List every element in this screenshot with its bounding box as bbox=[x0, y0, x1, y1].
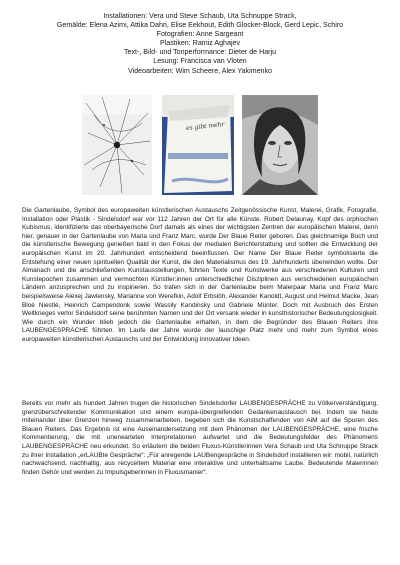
credit-paintings: Gemälde: Elena Azimi, Attika Dahri, Elise Eekhout, Edith Glocker-Block, Gerd Lepic, Schiro bbox=[56, 21, 344, 30]
body-paragraph-2: Bereits vor mehr als hundert Jahren trugen die historischen Sindelsdorfer LAUBENGESPRÄCHE zu Völkerverständigung, grenzüberschreitender Kommunikation und einem europa-übergreifenden Gedankenaustausch bei. Indem sie heute miteinander über Grenzen hinweg zusammenarbeiten, begeben sich die Kunstschaffenden von AiM auf die Spuren des Blauen Reiters. Das Ergebnis ist eine Auseinandersetzung mit dem Phänomen der LAUBENGESPRÄCHE, eine frische Kommentierung, die mit unerwarteten Interpretationen aufwartet und die Bedeutungsfelder des Phänomens LAUBENGESPRÄCHE neu erkundet. So erläutern die beiden Fluxus-Künstlerinnen Vera Schaub und Uta Schnuppe Strack zu ihrer Installation „erLAUBte Gespräche“: „Für anregende LAUBengespräche in Sindelsdorf installieren wir: mobil, natürlich nachwachsend, nachhaltig, aus recyceltem Material eine interaktive und unterhaltsame Laube. Bedeutende Malerinnen finden Gehör und werden zu Impulsgeberinnen in Fluxusmanier“. bbox=[22, 400, 378, 476]
credit-performance: Text-, Bild- und Tonperformance: Dieter de Harju bbox=[123, 48, 277, 57]
credit-installations: Installationen: Vera und Steve Schaub, Uta Schnuppe Strack, bbox=[103, 12, 297, 20]
credit-photography: Fotografien: Anne Sargeant bbox=[156, 30, 244, 39]
photo-caption-handwriting: es gibt mehr bbox=[185, 121, 225, 132]
body-paragraph-1: Die Gartenlaube, Symbol des europaweiten künstlerischen Austauschs Zeitgenössische Kunst, Malerei, Grafik, Fotografie, Installation oder Plastik - Sindelsdorf war vor 112 Jahren der Ort für alle Künste. Robert Delaunay, Kopf des orphischen Kubismus, identifizierte das oberbayerische Dorf damals als eines der wichtigsten Zentren der europäischen Malerei, denn hier, genauer in der Gartenlaube von Maria und Franz Marc, wurde Der Blaue Reiter geboren. Das gleichnamige Buch und die künstlerische Bewegung genießen bald in den Fokus der medialen Berichterstattung und sollten die Entwicklung der europäischen Kunst im 20. Jahrhundert entscheidend beeinflussen. Der Name Der Blaue Reiter symbolisierte die Entstehung einer neuen spirituellen Qualität der Kunst, die den Materialismus des 19. Jahrhunderts überwinden wollte. Der Almanach und die anschließenden Kunstausstellungen, führten Texte und Kunstwerke aus verschiedenen Kulturen und Kunstepochen zusammen und vermochten Künstler:innen unterschiedlicher Disziplinen aus verschiedenen europäischen Ländern anzusprechen und zu inspirieren. So trafen sich in der Gartenlaube beim Malerpaar Maria und Franz Marc beispielsweise Alexej Jawlensky, Marianne von Werefkin, Adolf Erbslöh, Alexander Kanoldt, August und Helmut Macke, Jean Bloé Niestlé, Heinrich Campendonk sowie Wassily Kandinsky und Gabriele Münter. Doch mit Ausbruch des Ersten Weltkrieges verlor Sindelsdorf seine berühmten Namen und der Ort versank wieder in kunsthistorischer Bedeutungslosigkeit. Wie durch ein Wunder blieb jedoch die Gartenlaube erhalten, in dem die Begründer des Blauen Reiters ihre LAUBENGESPRÄCHE führten. Im Laufe der Jahre wurde der lauschige Platz mehr und mehr zum Symbol eines europaweiten künstlerischen Austauschs und der Entwicklung innovativer Ideen. bbox=[22, 207, 378, 343]
photo-charcoal-portrait bbox=[242, 95, 318, 195]
credits-block bbox=[20, 12, 380, 76]
credit-sculptures: Plastiken: Ramiz Aghajev bbox=[159, 39, 241, 48]
credit-reading: Lesung: Francisca van Vloten bbox=[153, 57, 247, 66]
photo-thread-installation bbox=[82, 95, 152, 195]
credit-video: Videoarbeiten: Wim Scheere, Alex Yakimenko bbox=[128, 66, 272, 75]
photo-paper-note bbox=[162, 95, 234, 195]
